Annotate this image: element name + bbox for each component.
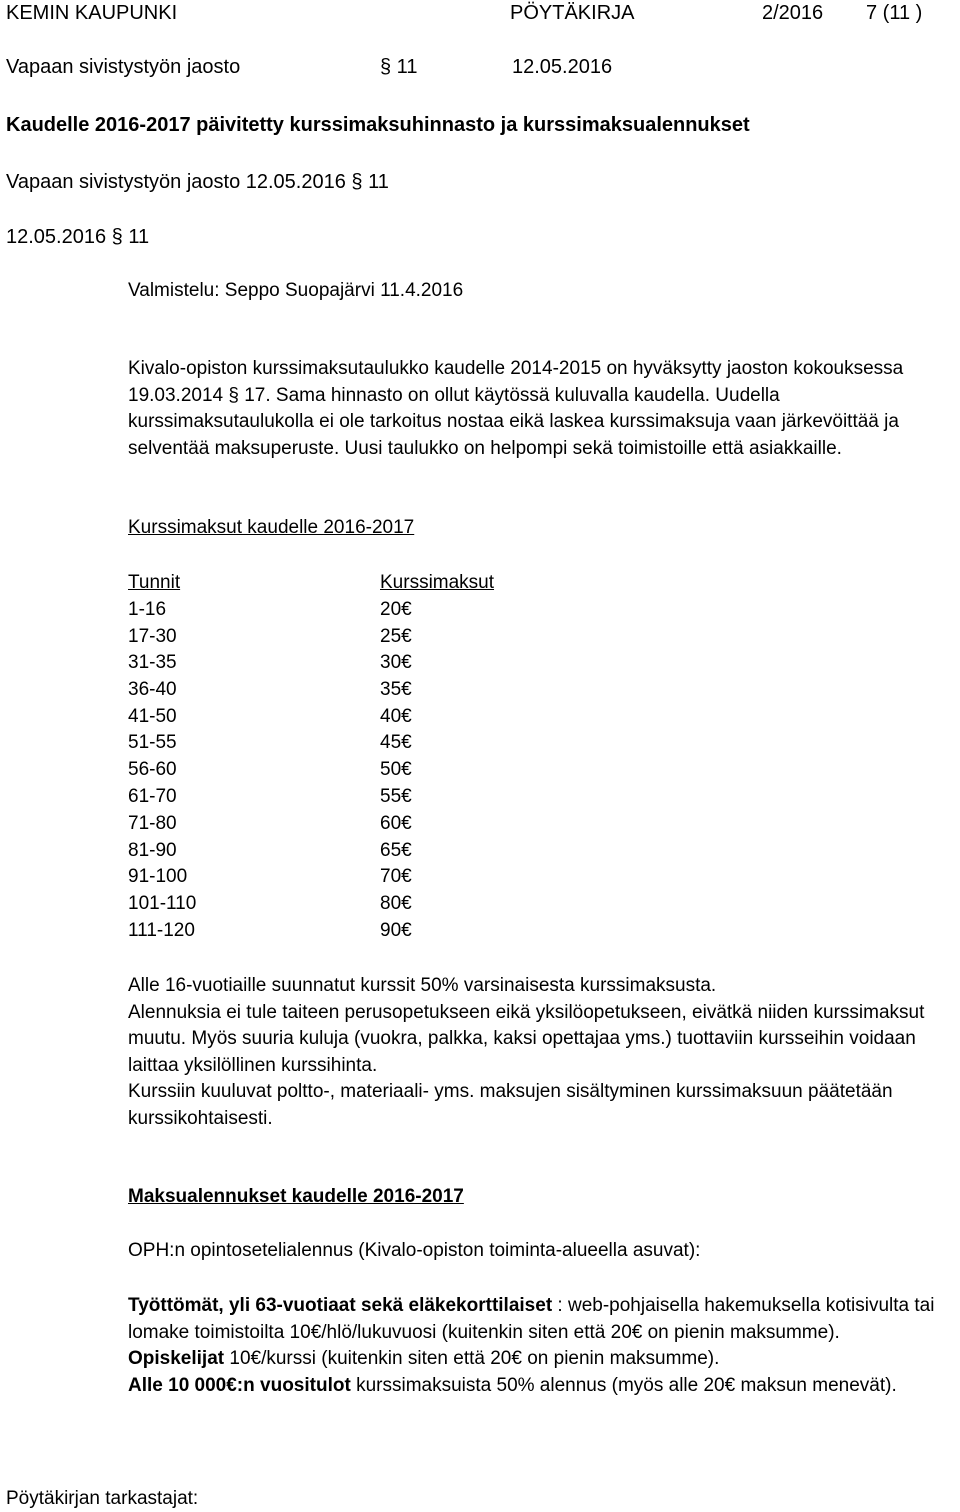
note-under-16: Alle 16-vuotiaille suunnatut kurssit 50% varsinaisesta kurssimaksusta. — [128, 975, 717, 996]
fee-cell: 30€ — [380, 652, 412, 673]
hours-cell: 36-40 — [128, 679, 177, 700]
fee-cell: 65€ — [380, 840, 412, 861]
body-name: Vapaan sivistystyön jaosto — [6, 56, 241, 78]
page-number: 7 (11 ) — [866, 2, 923, 24]
discount-unemployed — [128, 1293, 948, 1346]
note-exceptions: Alennuksia ei tule taiteen perusopetukseen eikä yksilöopetukseen, eivätkä niiden kurssimaksut muutu. Myös suuria kuluja (vuokra, palkka, kaksi opettajaa yms.) tuottaviin kursseihin voidaan laittaa yksilöllinen kurssihinta. — [128, 1001, 925, 1076]
fee-cell: 20€ — [380, 599, 412, 620]
fee-cell: 55€ — [380, 786, 412, 807]
discount-unemployed-text: : web-pohjaisella hakemuksella kotisivulta tai lomake toimistoilta 10€/hlö/lukuvuosi (kuitenkin siten että 20€ on pienin maksumme). — [128, 1295, 935, 1343]
fees-heading: Kurssimaksut kaudelle 2016-2017 — [128, 517, 415, 538]
discount-list — [128, 1293, 948, 1399]
col-fee-header: Kurssimaksut — [380, 572, 495, 593]
hours-cell: 81-90 — [128, 840, 177, 861]
fee-cell: 50€ — [380, 759, 412, 780]
hours-cell: 17-30 — [128, 626, 177, 647]
note-materials: Kurssiin kuuluvat poltto-, materiaali- yms. maksujen sisältyminen kurssimaksuun päätetään kurssikohtaisesti. — [128, 1081, 893, 1129]
meeting-date: 12.05.2016 — [512, 56, 613, 78]
doc-number: 2/2016 — [762, 2, 824, 24]
section-number: § 11 — [380, 56, 418, 78]
hours-cell: 61-70 — [128, 786, 177, 807]
hours-cell: 56-60 — [128, 759, 177, 780]
discounts-heading: Maksualennukset kaudelle 2016-2017 — [128, 1186, 464, 1207]
intro-paragraph — [128, 356, 918, 462]
discount-low-income — [128, 1373, 948, 1400]
hours-cell: 91-100 — [128, 866, 188, 887]
doc-type: PÖYTÄKIRJA — [510, 2, 635, 24]
hours-cell: 71-80 — [128, 813, 177, 834]
fee-cell: 35€ — [380, 679, 412, 700]
discount-students-label: Opiskelijat — [128, 1348, 225, 1370]
preparer: Valmistelu: Seppo Suopajärvi 11.4.2016 — [128, 280, 464, 301]
hours-cell: 51-55 — [128, 732, 177, 753]
hours-cell: 1-16 — [128, 599, 167, 620]
fee-cell: 60€ — [380, 813, 412, 834]
hours-cell: 31-35 — [128, 652, 177, 673]
org-name: KEMIN KAUPUNKI — [6, 2, 178, 24]
fee-cell: 45€ — [380, 732, 412, 753]
minutes-checkers-label: Pöytäkirjan tarkastajat: — [6, 1488, 199, 1509]
history-line-1: Vapaan sivistystyön jaosto 12.05.2016 § 11 — [6, 171, 389, 193]
hours-cell: 41-50 — [128, 706, 177, 727]
intro-text: Kivalo-opiston kurssimaksutaulukko kaudelle 2014-2015 on hyväksytty jaoston kokouksessa 19.03.2014 § 17. Sama hinnasto on ollut käytössä kuluvalla kaudella. Uudella kurssimaksutaulukolla ei ole tarkoitus nostaa eikä laskea kurssimaksuja vaan järkevöittää ja selventää maksuperuste. Uusi taulukko on helpompi sekä toimistoille että asiakkaille. — [128, 358, 904, 459]
discount-students — [128, 1346, 948, 1373]
discount-income-text: kurssimaksuista 50% alennus (myös alle 20€ maksun menevät). — [350, 1374, 897, 1396]
page-title: Kaudelle 2016-2017 päivitetty kurssimaksuhinnasto ja kurssimaksualennukset — [6, 114, 750, 136]
fee-cell: 40€ — [380, 706, 412, 727]
fee-cell: 70€ — [380, 866, 412, 887]
fee-cell: 80€ — [380, 893, 412, 914]
discount-income-label: Alle 10 000€:n vuositulot — [128, 1374, 351, 1396]
fee-notes — [128, 973, 928, 1133]
discount-students-text: 10€/kurssi (kuitenkin siten että 20€ on pienin maksumme). — [224, 1348, 720, 1370]
hours-cell: 101-110 — [128, 893, 197, 914]
discount-unemployed-label: Työttömät, yli 63-vuotiaat sekä eläkekorttilaiset — [128, 1295, 553, 1316]
col-hours-header: Tunnit — [128, 572, 181, 593]
history-line-2: 12.05.2016 § 11 — [6, 226, 150, 248]
fee-cell: 90€ — [380, 920, 412, 941]
fee-cell: 25€ — [380, 626, 412, 647]
oph-discount: OPH:n opintosetelialennus (Kivalo-opiston toiminta-alueella asuvat): — [128, 1240, 701, 1261]
hours-cell: 111-120 — [128, 920, 195, 941]
